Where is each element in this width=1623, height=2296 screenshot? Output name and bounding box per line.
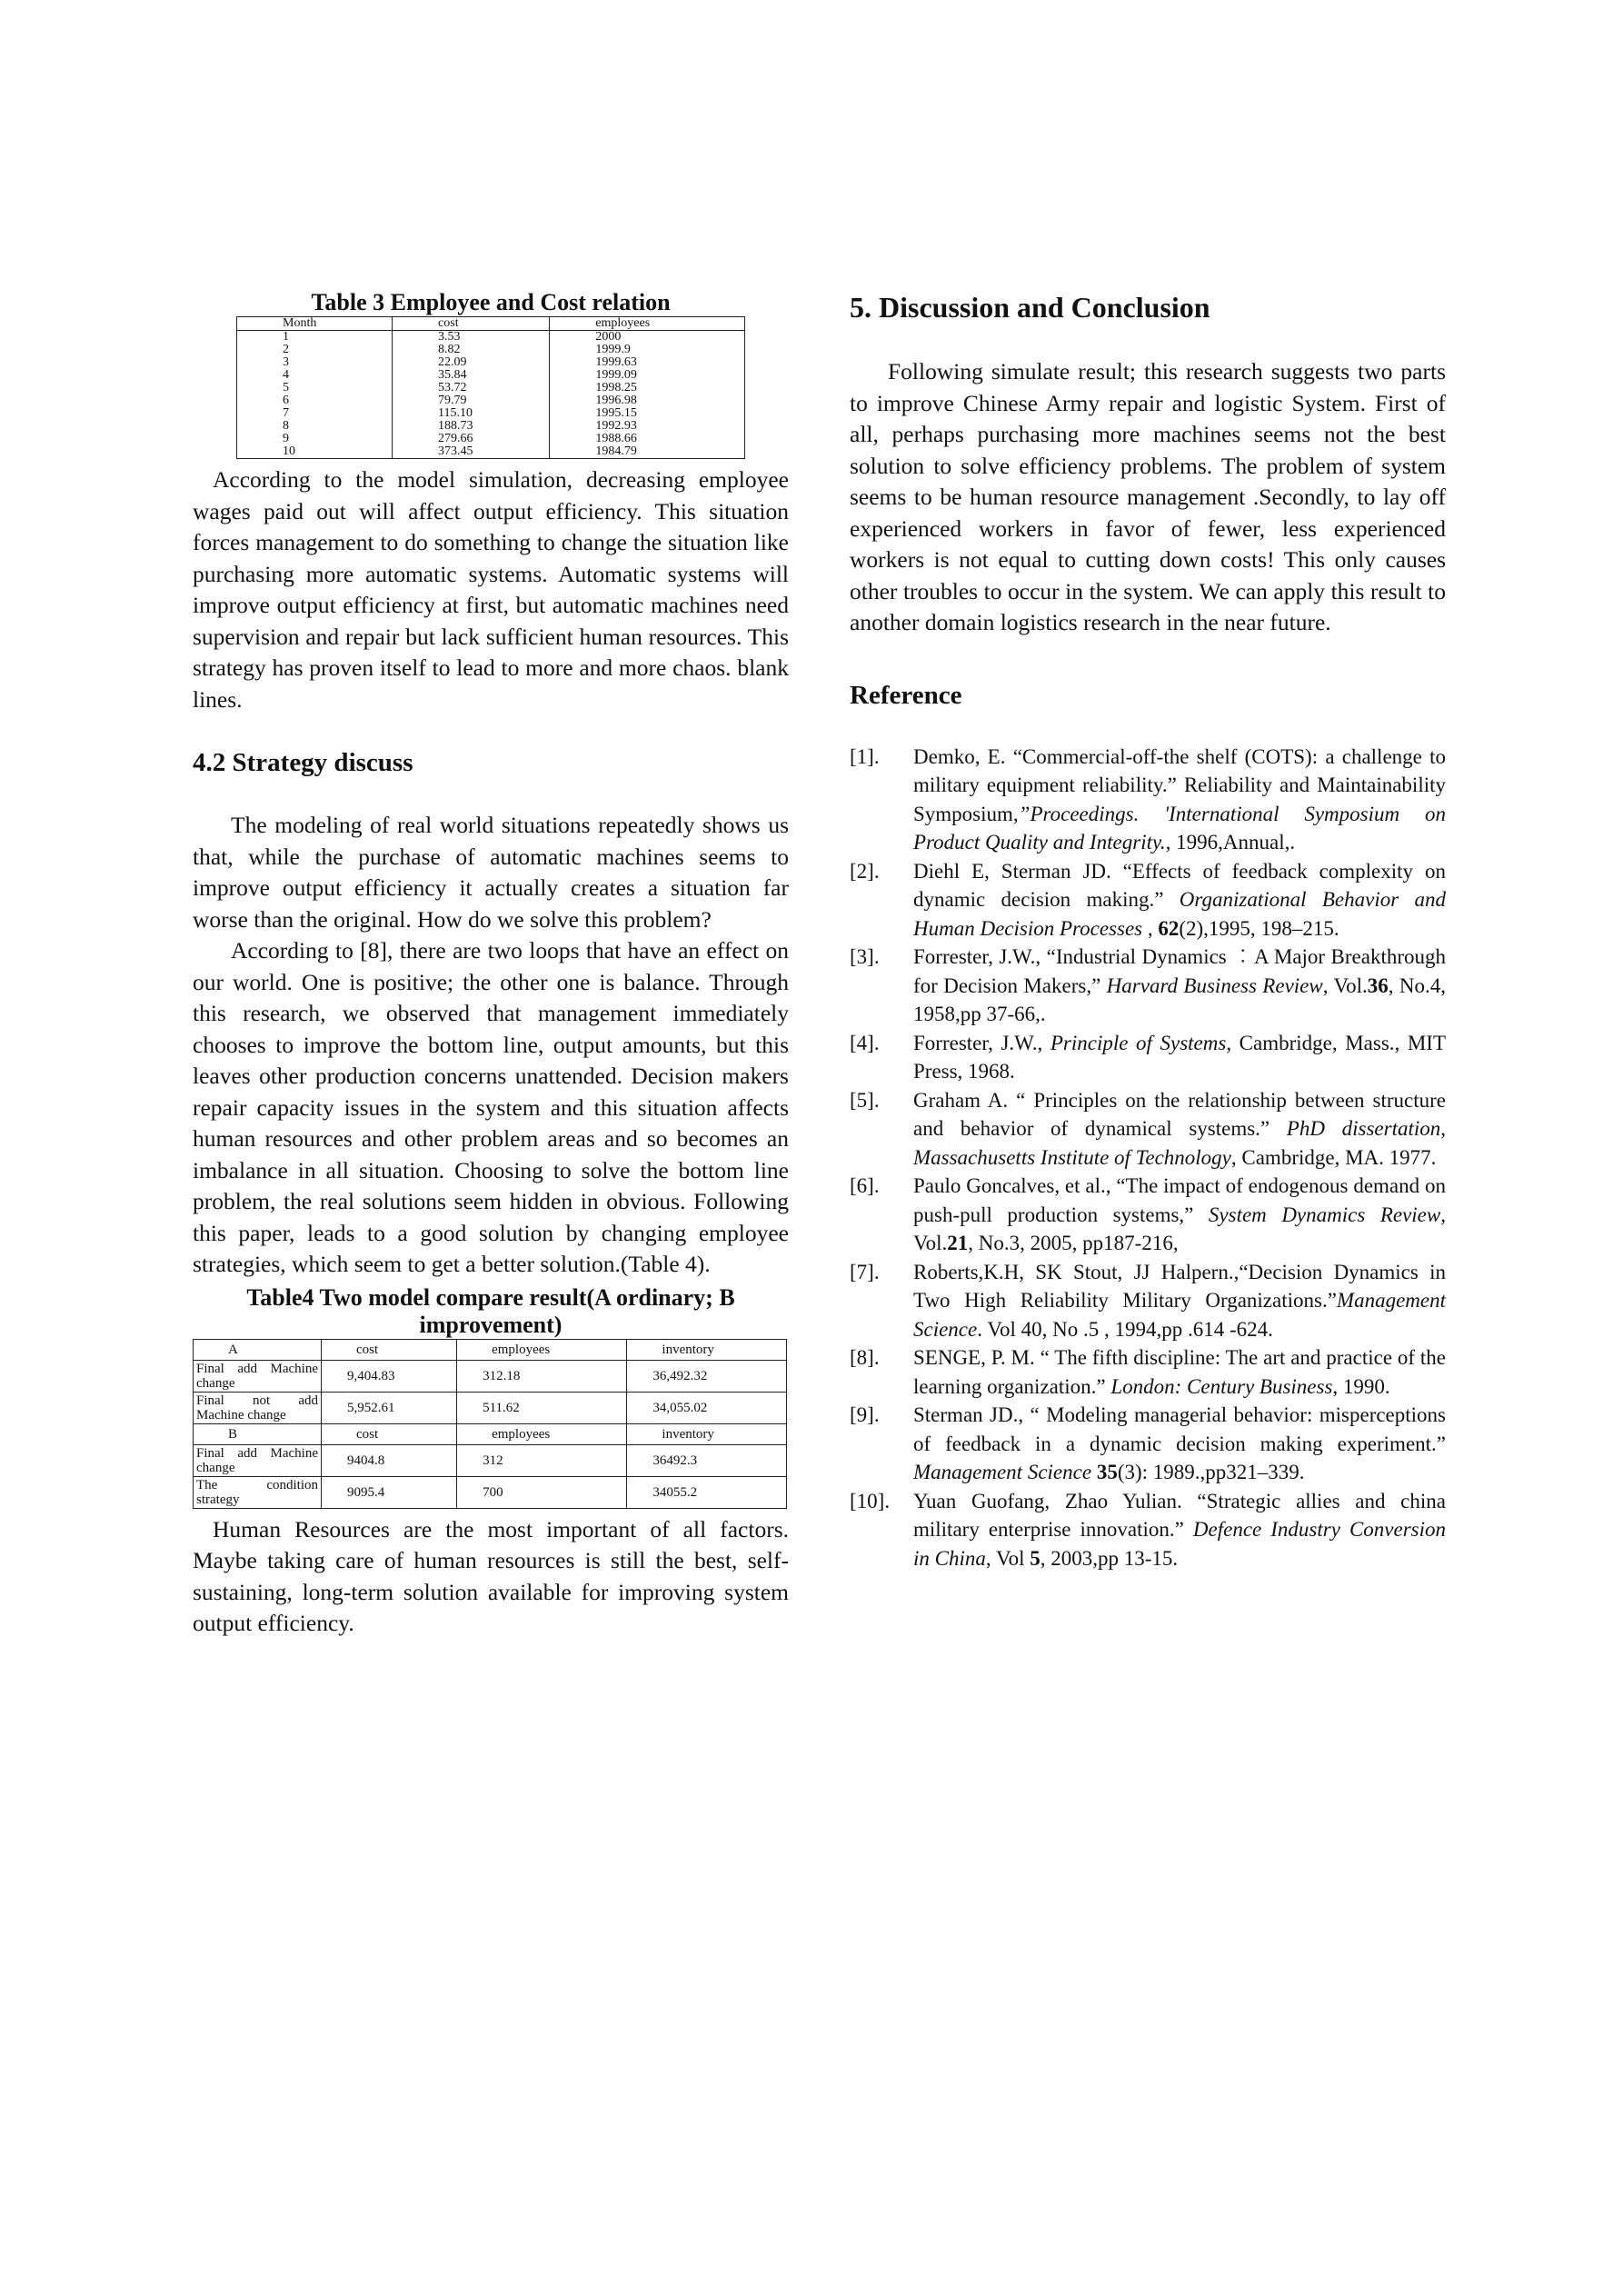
table4-header-cost: cost bbox=[322, 1339, 457, 1360]
reference-text bbox=[913, 1258, 1446, 1344]
reference-fragment: Principle of Systems bbox=[1050, 1031, 1227, 1054]
table4-row-label: The condition strategy bbox=[194, 1476, 322, 1508]
list-item bbox=[850, 743, 1446, 857]
table4-cell: 312.18 bbox=[457, 1360, 627, 1392]
table3-cell: 2 bbox=[237, 344, 393, 356]
reference-fragment: Management Science bbox=[913, 1289, 1446, 1341]
reference-fragment: 36 bbox=[1367, 973, 1389, 997]
table-row bbox=[237, 420, 745, 433]
reference-fragment: Diehl E, Sterman JD. “Effects of feedback complexity on dynamic decision making.” bbox=[913, 859, 1446, 911]
reference-fragment: PhD dissertation, Massachusetts Institute of Technology bbox=[913, 1117, 1446, 1169]
table4-header-employees: employees bbox=[457, 1339, 627, 1360]
table4-row-label: Final not add Machine change bbox=[194, 1392, 322, 1423]
table3-cell: 3.53 bbox=[393, 331, 550, 344]
reference-fragment: Organizational Behavior and Human Decision Processes , bbox=[913, 888, 1446, 940]
table3-cell: 9 bbox=[237, 433, 393, 445]
table3-cell: 1 bbox=[237, 331, 393, 344]
reference-number: [3]. bbox=[850, 945, 880, 968]
reference-fragment: . Vol 40, No .5 , 1994,pp .614 -624. bbox=[977, 1317, 1273, 1341]
reference-text bbox=[913, 743, 1446, 857]
paragraph-simulation: According to the model simulation, decreasing employee wages paid out will affect output efficiency. This situation forces management to do something to change the situation like purchasing more automatic systems. Automatic systems will improve output efficiency at first, but automatic machines need supervision and repair but lack sufficient human resources. This strategy has proven itself to lead to more and more chaos. blank lines. bbox=[193, 466, 789, 713]
list-item bbox=[850, 1172, 1446, 1258]
table4-caption-line1: Table4 Two model compare result(A ordinary; B bbox=[246, 1283, 735, 1311]
left-column bbox=[193, 289, 789, 1640]
table3-header-cost: cost bbox=[393, 317, 550, 331]
table3-cell: 1995.15 bbox=[550, 407, 745, 420]
table4-cell: 9095.4 bbox=[322, 1476, 457, 1508]
reference-text bbox=[913, 857, 1446, 943]
paragraph-modeling: The modeling of real world situations repeatedly shows us that, while the purchase of automatic machines seems to improve output efficiency it actually creates a situation far worse than the original. How do we solve this problem? bbox=[193, 812, 789, 933]
table4-cell: 34,055.02 bbox=[627, 1392, 787, 1423]
table3-cell: 4 bbox=[237, 369, 393, 382]
table4-header-inventory: inventory bbox=[627, 1339, 787, 1360]
reference-fragment: , 1990. bbox=[1332, 1374, 1390, 1398]
table4-cell: 511.62 bbox=[457, 1392, 627, 1423]
paragraph-discussion: Following simulate result; this research suggests two parts to improve Chinese Army repair and logistic System. First of all, perhaps purchasing more machines seems not the best solution to solve efficiency problems. The problem of system seems to be human resource management .Secondly, to lay off experienced workers in favor of fewer, less experienced workers is not equal to cutting down costs! This only causes other troubles to occur in the system. We can apply this result to another domain logistics research in the near future. bbox=[850, 358, 1446, 635]
table3-cell: 1999.09 bbox=[550, 369, 745, 382]
reference-fragment: Paulo Goncalves, et al., “The impact of endogenous demand on push-pull production systems,” bbox=[913, 1174, 1446, 1226]
list-item bbox=[850, 1086, 1446, 1173]
reference-fragment: , No.4, 1958,pp 37-66,. bbox=[913, 973, 1446, 1025]
section-heading-5: 5. Discussion and Conclusion bbox=[850, 291, 1210, 324]
table-row bbox=[237, 407, 745, 420]
table4-header-employees: employees bbox=[457, 1423, 627, 1444]
reference-fragment: Harvard Business Review bbox=[1106, 973, 1323, 997]
list-item bbox=[850, 943, 1446, 1029]
table4-row-label: Final add Machine change bbox=[194, 1360, 322, 1392]
table3-cell: 79.79 bbox=[393, 394, 550, 407]
table4-row-label: Final add Machine change bbox=[194, 1444, 322, 1476]
reference-fragment: , No.3, 2005, pp187-216, bbox=[968, 1232, 1179, 1254]
table4-header-inventory: inventory bbox=[627, 1423, 787, 1444]
reference-number: [10]. bbox=[850, 1489, 891, 1512]
paragraph-human-resources: Human Resources are the most important of all factors. Maybe taking care of human resources is still the best, self-sustaining, long-term solution available for improving system output efficiency. bbox=[193, 1515, 789, 1636]
reference-fragment: London: Century Business bbox=[1110, 1374, 1333, 1398]
table3 bbox=[236, 316, 745, 459]
table3-cell: 7 bbox=[237, 407, 393, 420]
list-item bbox=[850, 1487, 1446, 1573]
reference-heading: Reference bbox=[850, 680, 962, 710]
reference-fragment: Yuan Guofang, Zhao Yulian. “Strategic allies and china military enterprise innovation.” bbox=[913, 1489, 1446, 1541]
list-item bbox=[850, 1029, 1446, 1086]
reference-fragment: 35 bbox=[1096, 1461, 1118, 1483]
reference-fragment: , Vol. bbox=[913, 1203, 1446, 1254]
reference-fragment: (2),1995, 198–215. bbox=[1179, 916, 1339, 940]
table3-cell: 188.73 bbox=[393, 420, 550, 433]
table4-group-a-header bbox=[194, 1339, 787, 1360]
table4-cell: 36,492.32 bbox=[627, 1360, 787, 1392]
reference-fragment: 62 bbox=[1158, 916, 1180, 940]
reference-fragment: , Vol bbox=[985, 1546, 1031, 1570]
table4-cell: 5,952.61 bbox=[322, 1392, 457, 1423]
reference-number: [4]. bbox=[850, 1031, 880, 1054]
reference-fragment: Graham A. “ Principles on the relationship between structure and behavior of dynamical systems.” bbox=[913, 1088, 1446, 1140]
table3-cell: 1999.9 bbox=[550, 344, 745, 356]
table3-cell: 279.66 bbox=[393, 433, 550, 445]
table-row bbox=[237, 394, 745, 407]
table3-header-row bbox=[237, 317, 745, 331]
table3-cell: 35.84 bbox=[393, 369, 550, 382]
table-row bbox=[237, 369, 745, 382]
table-row bbox=[194, 1444, 787, 1476]
reference-fragment: 21 bbox=[947, 1232, 969, 1254]
reference-fragment: Forrester, J.W., “Industrial Dynamics ︰A Major Breakthrough for Decision Makers,” bbox=[913, 945, 1446, 997]
reference-number: [9]. bbox=[850, 1403, 880, 1426]
table3-cell: 115.10 bbox=[393, 407, 550, 420]
reference-fragment: , Vol. bbox=[1322, 973, 1368, 997]
reference-number: [1]. bbox=[850, 744, 880, 768]
reference-fragment: 1996,Annual,. bbox=[1170, 831, 1296, 854]
table3-cell: 373.45 bbox=[393, 445, 550, 459]
table-row bbox=[237, 445, 745, 459]
reference-number: [2]. bbox=[850, 859, 880, 883]
table-row bbox=[194, 1360, 787, 1392]
table3-cell: 10 bbox=[237, 445, 393, 459]
reference-fragment: Defence Industry Conversion in China bbox=[913, 1518, 1446, 1570]
table4-cell: 34055.2 bbox=[627, 1476, 787, 1508]
table4-caption-line2: improvement) bbox=[419, 1311, 563, 1338]
table3-cell: 6 bbox=[237, 394, 393, 407]
table3-cell: 2000 bbox=[550, 331, 745, 344]
reference-fragment: Roberts,K.H, SK Stout, JJ Halpern.,“Decision Dynamics in Two High Reliability Military Organizations.” bbox=[913, 1260, 1446, 1312]
table3-cell: 1996.98 bbox=[550, 394, 745, 407]
reference-fragment: Management Science bbox=[913, 1461, 1092, 1483]
reference-number: [7]. bbox=[850, 1260, 880, 1283]
reference-fragment: , Cambridge, MA. 1977. bbox=[1230, 1145, 1437, 1169]
reference-list bbox=[850, 743, 1446, 1573]
table-row bbox=[237, 356, 745, 369]
table3-cell: 3 bbox=[237, 356, 393, 369]
reference-text bbox=[913, 943, 1446, 1029]
table4-cell: 9,404.83 bbox=[322, 1360, 457, 1392]
table3-cell: 1988.66 bbox=[550, 433, 745, 445]
reference-text bbox=[913, 1401, 1446, 1487]
table3-cell: 1998.25 bbox=[550, 382, 745, 394]
table4-group-b-label: B bbox=[194, 1423, 322, 1444]
table4-group-b-header bbox=[194, 1423, 787, 1444]
reference-text bbox=[913, 1487, 1446, 1573]
reference-fragment: Sterman JD., “ Modeling managerial behavior: misperceptions of feedback in a dynamic decision making experiment.” bbox=[913, 1403, 1446, 1455]
reference-number: [5]. bbox=[850, 1088, 880, 1112]
table3-caption: Table 3 Employee and Cost relation bbox=[311, 289, 671, 315]
reference-fragment: Demko, E. “Commercial-off-the shelf (COTS): a challenge to military equipment reliability.” Reliability and Maintainability Symposium, bbox=[913, 744, 1446, 825]
reference-text bbox=[913, 1086, 1446, 1173]
reference-number: [8]. bbox=[850, 1346, 880, 1369]
right-column bbox=[850, 289, 1446, 1572]
list-item bbox=[850, 1258, 1446, 1344]
reference-fragment: , Cambridge, Mass., MIT Press, 1968. bbox=[913, 1031, 1447, 1083]
reference-fragment: SENGE, P. M. “ The fifth discipline: The art and practice of the learning organization.” bbox=[913, 1346, 1446, 1398]
table3-header-employees: employees bbox=[550, 317, 745, 331]
table3-cell: 53.72 bbox=[393, 382, 550, 394]
table3-body bbox=[237, 331, 745, 459]
table4 bbox=[193, 1339, 787, 1509]
reference-text bbox=[913, 1343, 1446, 1401]
table4-group-a-label: A bbox=[194, 1339, 322, 1360]
reference-fragment: , 2003,pp 13-15. bbox=[1040, 1546, 1179, 1570]
section-heading-4-2: 4.2 Strategy discuss bbox=[193, 748, 413, 777]
table-row bbox=[237, 382, 745, 394]
table3-cell: 1984.79 bbox=[550, 445, 745, 459]
reference-fragment: 5 bbox=[1030, 1546, 1041, 1570]
table3-cell: 5 bbox=[237, 382, 393, 394]
table4-header-cost: cost bbox=[322, 1423, 457, 1444]
table4-cell: 312 bbox=[457, 1444, 627, 1476]
reference-fragment: Forrester, J.W., bbox=[913, 1031, 1050, 1054]
reference-number: [6]. bbox=[850, 1174, 880, 1197]
table-row bbox=[194, 1476, 787, 1508]
reference-text bbox=[913, 1172, 1446, 1258]
table3-cell: 22.09 bbox=[393, 356, 550, 369]
table3-cell: 1992.93 bbox=[550, 420, 745, 433]
reference-fragment: (3): 1989.,pp321–339. bbox=[1117, 1461, 1305, 1483]
paragraph-loops: According to [8], there are two loops that have an effect on our world. One is positive; the other one is balance. Through this research, we observed that management immediately chooses to improve the bottom line, output amounts, but this leaves other production concerns unattended. Decision makers repair capacity issues in the system and this situation affects human resources and other problem areas and so becomes an imbalance in all situation. Choosing to solve the bottom line problem, the real solutions seem hidden in obvious. Following this paper, leads to a good solution by changing employee strategies, which seem to get a better solution.(Table 4). bbox=[193, 937, 789, 1277]
table4-cell: 700 bbox=[457, 1476, 627, 1508]
table3-header-month: Month bbox=[237, 317, 393, 331]
table-row bbox=[194, 1392, 787, 1423]
table4-cell: 9404.8 bbox=[322, 1444, 457, 1476]
table-row bbox=[237, 433, 745, 445]
reference-fragment: System Dynamics Review bbox=[1208, 1203, 1441, 1226]
table-row bbox=[237, 344, 745, 356]
table-row bbox=[237, 331, 745, 344]
table3-cell: 1999.63 bbox=[550, 356, 745, 369]
list-item bbox=[850, 857, 1446, 943]
reference-fragment: ”Proceedings. 'International Symposium on Product Quality and Integrity., bbox=[913, 802, 1446, 854]
reference-text bbox=[913, 1029, 1446, 1086]
list-item bbox=[850, 1401, 1446, 1487]
table3-cell: 8.82 bbox=[393, 344, 550, 356]
table4-cell: 36492.3 bbox=[627, 1444, 787, 1476]
list-item bbox=[850, 1343, 1446, 1401]
table3-cell: 8 bbox=[237, 420, 393, 433]
